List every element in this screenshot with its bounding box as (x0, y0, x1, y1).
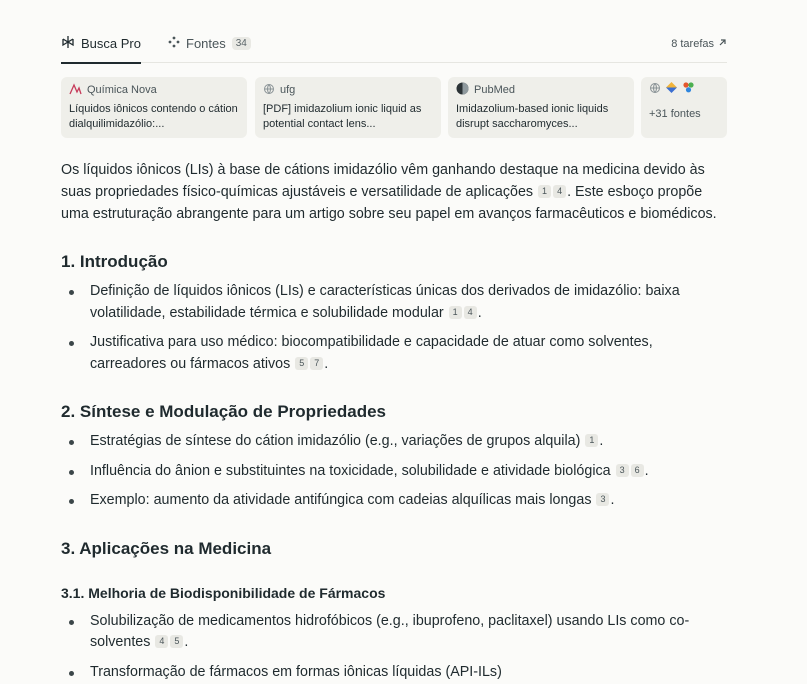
intro-text: Os líquidos iônicos (LIs) à base de cátions imidazólio vêm ganhando destaque na medicina devido às suas propriedades físico-químicas ajustáveis e versatilidade de aplicações (61, 162, 705, 200)
section-list (61, 281, 727, 375)
citation-badge[interactable]: 3 (596, 493, 609, 506)
source-site: PubMed (474, 84, 515, 96)
subsection-heading: 3.1. Melhoria de Biodisponibilidade de Fármacos (61, 584, 386, 601)
tab-busca-pro[interactable] (61, 24, 141, 63)
list-item (61, 332, 727, 375)
list-item-text: Influência do ânion e substituintes na toxicidade, solubilidade e atividade biológica (90, 462, 611, 479)
diamond-logo-icon (665, 81, 678, 99)
sources-icon (168, 36, 180, 51)
citation-badge[interactable]: 1 (449, 306, 462, 319)
list-item-end: . (610, 492, 615, 508)
source-title: [PDF] imidazolium ionic liquid as potential contact lens... (263, 103, 422, 130)
citation-badge[interactable]: 4 (464, 306, 477, 319)
quimica-nova-logo-icon (69, 83, 82, 98)
citation-badge[interactable]: 7 (310, 357, 323, 370)
tab-fontes-label: Fontes (186, 36, 226, 51)
section-heading: 2. Síntese e Modulação de Propriedades (61, 402, 386, 421)
tab-busca-label: Busca Pro (81, 36, 141, 51)
list-item-end: . (599, 433, 604, 449)
more-sources-card[interactable] (641, 77, 727, 138)
citation-badge[interactable]: 3 (616, 464, 629, 477)
arrow-up-right-icon (718, 38, 727, 50)
citation-badge[interactable]: 4 (155, 635, 168, 648)
section-list (61, 611, 727, 684)
citation-badge[interactable]: 5 (295, 357, 308, 370)
list-item-end: . (184, 634, 189, 650)
tasks-link[interactable] (671, 24, 727, 63)
citation-badge[interactable]: 1 (538, 185, 551, 198)
intro-text: . Este esboço propõe uma estruturação abrangente para um artigo sobre seu papel em avanços farmacêuticos e biomédicos. (61, 184, 717, 222)
pubmed-logo-icon (456, 82, 469, 98)
section-heading: 3. Aplicações na Medicina (61, 538, 272, 558)
citation-badge[interactable]: 6 (631, 464, 644, 477)
list-item-end: . (644, 462, 649, 479)
source-card[interactable] (61, 77, 247, 138)
list-item-text: Estratégias de síntese do cátion imidazólio (e.g., variações de grupos alquila) (90, 433, 581, 449)
tab-bar (61, 24, 727, 63)
tab-fontes[interactable] (168, 24, 251, 63)
list-item-text: Transformação de fármacos em formas iônicas líquidas (API-ILs) (90, 663, 502, 680)
source-site: ufg (280, 84, 296, 96)
perplexity-icon (61, 35, 75, 52)
source-title: Imidazolium-based ionic liquids disrupt saccharomyces... (456, 103, 609, 130)
list-item (61, 431, 727, 453)
section-list (61, 431, 727, 512)
source-title: Líquidos iônicos contendo o cátion dialquilimidazólio:... (69, 103, 238, 130)
source-card[interactable] (448, 77, 634, 138)
list-item-text: Definição de líquidos iônicos (LIs) e características únicas dos derivados de imidazólio: baixa volatilidade, estabilidade térmica e solubilidade modular (90, 283, 680, 321)
list-item-end: . (324, 355, 329, 372)
list-item (61, 662, 727, 684)
source-card[interactable] (255, 77, 441, 138)
source-cards (61, 77, 727, 138)
sources-count-badge: 34 (232, 37, 251, 50)
list-item-text: Solubilização de medicamentos hidrofóbicos (e.g., ibuprofeno, paclitaxel) usando LIs como co-solventes (90, 612, 690, 650)
list-item (61, 490, 727, 512)
source-site: Química Nova (87, 84, 157, 96)
intro-paragraph (61, 159, 727, 225)
list-item-text: Justificativa para uso médico: biocompatibilidade e capacidade de atuar como solventes, carreadores ou fármacos ativos (90, 334, 653, 372)
citation-badge[interactable]: 1 (585, 434, 598, 447)
tasks-label: 8 tarefas (671, 37, 714, 50)
list-item-text: Exemplo: aumento da atividade antifúngica com cadeias alquílicas mais longas (90, 492, 592, 508)
more-sources-label: +31 fontes (649, 108, 701, 120)
answer-content (61, 159, 727, 684)
citation-badge[interactable]: 5 (170, 635, 183, 648)
section-heading: 1. Introdução (61, 252, 168, 271)
list-item (61, 281, 727, 324)
globe-icon (263, 83, 275, 98)
globe-icon (649, 81, 661, 99)
multicolor-logo-icon (682, 81, 695, 99)
list-item (61, 461, 727, 483)
citation-badge[interactable]: 4 (553, 185, 566, 198)
list-item (61, 611, 727, 654)
list-item-end: . (477, 304, 482, 321)
